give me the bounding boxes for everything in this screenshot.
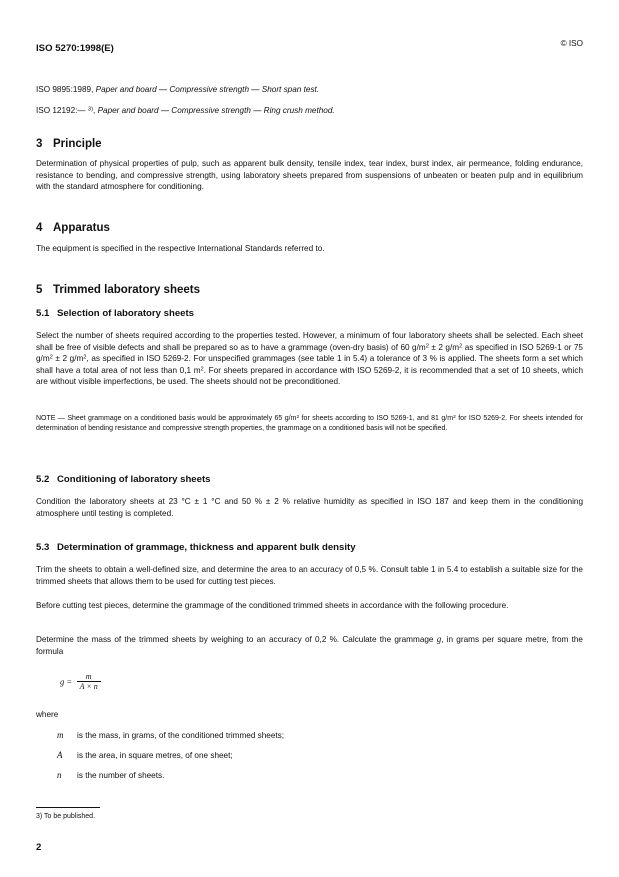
variable-item: n is the number of sheets. (57, 770, 165, 780)
section-5-heading (36, 284, 583, 296)
section-title: Conditioning of laboratory sheets (57, 474, 211, 485)
where-label: where (36, 710, 59, 719)
section-3-heading (36, 138, 583, 150)
section-4-heading (36, 222, 583, 234)
page-header (36, 38, 583, 56)
section-5-1-text: Select the number of sheets required according to the properties tested. However, a minimum of four laboratory sheets shall be selected. Each sheet shall be free of visible defects and shall be prepared so as to have a grammage (oven-dry basis) of 60 $g/m^2 \pm 2$ $g/m^2$ as specified in ISO 5269-1 or 75 $g/m^2 \pm 2$ $g/m^2$, as specified in ISO 5269-2. For unspecified grammages (see table 1 in 5.4) a tolerance of 3 % is applied. The sheets form a set which shall have a total area of not less than 0,1 $m^2$. For sheets prepared in accordance with ISO 5269-2, it is recommended that a set of 10 sheets, which are without visible imperfections, be used. The sheets should not be preconditioned. (36, 331, 583, 387)
section-title: Principle (53, 138, 102, 150)
section-5-1-heading (36, 308, 583, 319)
section-number: 3 (36, 138, 43, 150)
ref-sep: , (93, 106, 98, 115)
footnote-divider (36, 807, 100, 808)
denominator: A × n (79, 682, 98, 691)
section-number: 5.1 (36, 308, 50, 319)
reference-2 (36, 105, 583, 117)
section-5-3-para-2: Before cutting test pieces, determine the grammage of the conditioned trimmed sheets in accordance with the following procedure. (36, 601, 509, 610)
section-5-2-heading (36, 474, 583, 485)
ref-title: Paper and board — Compressive strength — Short span test. (95, 85, 320, 94)
footnote-ref: 3) (87, 106, 93, 113)
section-5-3-heading (36, 542, 583, 553)
variable-item: m is the mass, in grams, of the conditioned trimmed sheets; (57, 730, 285, 740)
section-5-3-para-1: Trim the sheets to obtain a well-defined size, and determine the area to an accuracy of 0,5 %. Consult table 1 in 5.4 to establish a suitable size for the trimmed sheets that allows them to be used for cutting test pieces. (36, 565, 583, 586)
section-title: Apparatus (53, 222, 110, 234)
section-title: Trimmed laboratory sheets (53, 284, 200, 296)
section-title: Selection of laboratory sheets (57, 308, 195, 319)
reference-1 (36, 84, 583, 96)
formula (60, 672, 101, 691)
variable-item: A is the area, in square metres, of one sheet; (57, 750, 233, 760)
fraction (77, 672, 101, 691)
document-id: ISO 5270:1998(E) (36, 43, 114, 54)
copyright: © ISO (560, 39, 583, 48)
section-4-text: The equipment is specified in the respective International Standards referred to. (36, 244, 325, 253)
formula-lhs: g = (60, 676, 73, 687)
section-5-3-para-3: Determine the mass of the trimmed sheets by weighing to an accuracy of 0,2 %. Calculate the grammage g, in grams per square metre, from the formula (36, 634, 583, 656)
section-5-2-text: Condition the laboratory sheets at 23 °C ± 1 °C and 50 % ± 2 % relative humidity as specified in ISO 187 and keep them in the conditioning atmosphere until testing is completed. (36, 497, 583, 518)
section-3-text: Determination of physical properties of pulp, such as apparent bulk density, tensile index, tear index, burst index, air permeance, folding endurance, resistance to bending, and compressive strength, using laboratory sheets prepared from suspensions of unbeaten or beaten pulp and in equilibrium with the standard atmosphere for conditioning. (36, 159, 583, 192)
ref-code: ISO 12192:— (36, 106, 88, 115)
section-number: 4 (36, 222, 43, 234)
page-number: 2 (36, 842, 42, 853)
ref-title: Paper and board — Compressive strength — Ring crush method. (97, 106, 335, 115)
section-number: 5.3 (36, 542, 50, 553)
ref-code: ISO 9895:1989, (36, 85, 96, 94)
section-number: 5.2 (36, 474, 50, 485)
footnote: 3) To be published. (36, 813, 96, 820)
numerator: m (77, 672, 101, 682)
section-number: 5 (36, 284, 43, 296)
section-title: Determination of grammage, thickness and apparent bulk density (57, 542, 356, 553)
note: NOTE — Sheet grammage on a conditioned basis would be approximately 65 $g/m^2$ for sheets according to ISO 5269-1, and 81 $g/m^2$ for ISO 5269-2. For sheets intended for determination of bending resistance and compressive strength properties, the grammage on a conditioned basis will not be specified. (36, 414, 584, 432)
